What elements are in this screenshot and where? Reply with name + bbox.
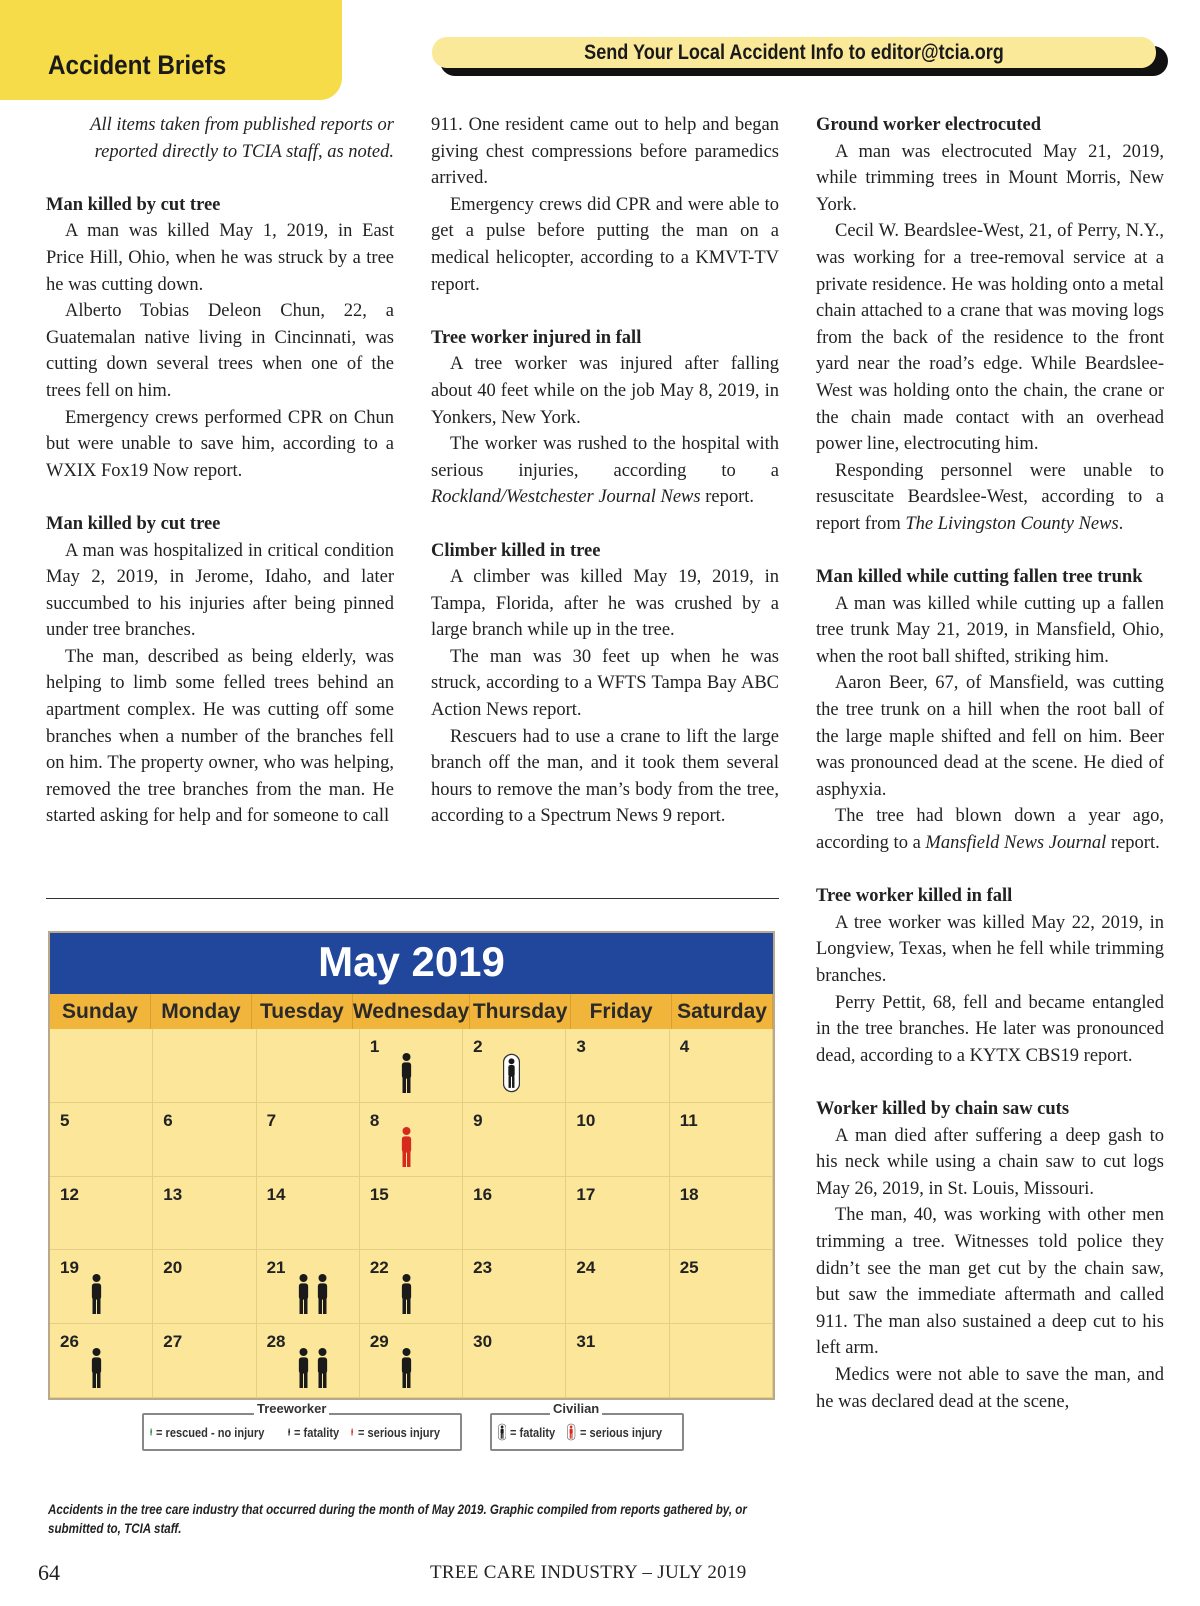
fatality-person-icon bbox=[297, 1274, 310, 1319]
page-number: 64 bbox=[38, 1560, 60, 1585]
weekday-label: Wednesday bbox=[353, 994, 470, 1029]
calendar-day-cell bbox=[257, 1029, 360, 1103]
fatality-person-icon bbox=[316, 1348, 329, 1393]
calendar-day-cell bbox=[463, 1250, 566, 1324]
article-title: Tree worker killed in fall bbox=[816, 886, 1013, 907]
calendar-day-cell bbox=[153, 1029, 256, 1103]
calendar-day-cell bbox=[50, 1324, 153, 1398]
article-paragraph: Rescuers had to use a crane to lift the large branch off the man, and it took them several hours to remove the man’s body from the tree, according to a Spectrum News 9 report. bbox=[431, 726, 779, 827]
day-number: 1 bbox=[369, 1037, 380, 1056]
column-1 bbox=[46, 112, 394, 830]
section-title: Accident Briefs bbox=[48, 50, 227, 80]
day-number: 9 bbox=[473, 1110, 483, 1130]
calendar-grid bbox=[50, 1029, 773, 1398]
calendar-day-cell bbox=[50, 1177, 153, 1251]
day-number: 30 bbox=[473, 1332, 493, 1352]
legend-civilian bbox=[490, 1401, 684, 1451]
fatality-person-icon bbox=[90, 1348, 103, 1393]
fatality-person-icon bbox=[400, 1053, 413, 1098]
day-number: 21 bbox=[266, 1258, 286, 1278]
calendar-day-cell bbox=[257, 1103, 360, 1177]
calendar-day-cell bbox=[360, 1250, 463, 1324]
calendar-day-cell bbox=[50, 1103, 153, 1177]
fatality-person-icon bbox=[400, 1274, 413, 1319]
calendar-day-cell bbox=[670, 1324, 773, 1398]
calendar-day-cell bbox=[463, 1177, 566, 1251]
article-paragraph: Cecil W. Beardslee-West, 21, of Perry, N.Y., was working for a tree-removal service at a private residence. He was holding onto a metal chain attached to a crane that was moving logs from the back of the residence to the front yard near the road’s edge. While Beardslee-West was holding onto the chain, the crane or the chain made contact with an overhead power line, electrocuting him. bbox=[816, 221, 1164, 455]
publication-name: Rockland/Westchester Journal News bbox=[431, 487, 701, 508]
day-number: 7 bbox=[266, 1110, 277, 1130]
day-number: 17 bbox=[576, 1184, 596, 1204]
calendar-day-cell bbox=[257, 1324, 360, 1398]
day-number: 22 bbox=[369, 1258, 389, 1278]
calendar-day-cell bbox=[257, 1177, 360, 1251]
day-number: 23 bbox=[473, 1258, 493, 1278]
weekday-label: Sunday bbox=[50, 994, 151, 1029]
publication-footer: TREE CARE INDUSTRY – JULY 2019 bbox=[430, 1562, 747, 1583]
text-span: The tree had blown down a year ago, according to a bbox=[816, 806, 1164, 854]
article-paragraph bbox=[431, 431, 779, 511]
text-span: report. bbox=[1110, 833, 1160, 854]
day-number: 31 bbox=[576, 1332, 596, 1352]
banner-text: Send Your Local Accident Info to editor@tcia.org bbox=[584, 41, 1004, 64]
calendar-day-cell bbox=[360, 1103, 463, 1177]
legend-label: = rescued - no injury bbox=[156, 1424, 265, 1440]
weekday-label: Friday bbox=[571, 994, 672, 1029]
rescued-person-icon bbox=[150, 1412, 152, 1452]
figure-caption bbox=[48, 1500, 778, 1538]
day-number: 16 bbox=[473, 1184, 493, 1204]
incident-figures bbox=[90, 1348, 103, 1393]
calendar-day-cell bbox=[463, 1029, 566, 1103]
submit-banner bbox=[432, 37, 1156, 68]
day-number: 20 bbox=[163, 1258, 183, 1278]
section-tab bbox=[0, 0, 342, 100]
accident-calendar bbox=[48, 931, 775, 1400]
article-title: Man killed by cut tree bbox=[46, 194, 221, 215]
calendar-day-cell bbox=[463, 1324, 566, 1398]
calendar-day-cell bbox=[670, 1103, 773, 1177]
incident-figures bbox=[400, 1274, 413, 1319]
article-paragraph: Aaron Beer, 67, of Mansfield, was cutting the tree trunk on a hill when the root ball of the large maple shifted and fell on him. Beer was pronounced dead at the scene. He died of asphyxia. bbox=[816, 673, 1164, 800]
calendar-day-cell bbox=[566, 1029, 669, 1103]
day-number: 13 bbox=[163, 1184, 183, 1204]
injury-person-icon bbox=[400, 1127, 413, 1172]
column-3 bbox=[816, 112, 1164, 1415]
fatality-person-icon bbox=[90, 1274, 103, 1319]
article-paragraph: The man, 40, was working with other men trimming a tree. Witnesses told police they didn’t see the man get cut by the chain saw, but saw the immediate aftermath and called 911. The man also sustained a deep cut to his left arm. bbox=[816, 1205, 1164, 1359]
day-number: 10 bbox=[576, 1110, 596, 1130]
article-paragraph: A man was killed while cutting up a fallen tree trunk May 21, 2019, in Mansfield, Ohio, when the root ball shifted, striking him. bbox=[816, 593, 1164, 667]
calendar-day-cell bbox=[153, 1103, 256, 1177]
article-paragraph: Medics were not able to save the man, and he was declared dead at the scene, bbox=[816, 1364, 1164, 1412]
legend-treeworker bbox=[142, 1401, 462, 1451]
article-paragraph: Emergency crews did CPR and were able to get a pulse before putting the man on a medical helicopter, according to a KMVT-TV report. bbox=[431, 194, 779, 295]
day-number: 29 bbox=[369, 1332, 389, 1352]
day-number: 24 bbox=[576, 1258, 596, 1278]
day-number: 12 bbox=[60, 1184, 79, 1204]
calendar-day-cell bbox=[360, 1029, 463, 1103]
calendar-day-cell bbox=[153, 1324, 256, 1398]
article-paragraph: Alberto Tobias Deleon Chun, 22, a Guatemalan native living in Cincinnati, was cutting down several trees when one of the trees fell on him. bbox=[46, 301, 394, 401]
article-paragraph: A man died after suffering a deep gash to his neck while using a chain saw to cut logs May 26, 2019, in St. Louis, Missouri. bbox=[816, 1125, 1164, 1199]
article-title: Tree worker injured in fall bbox=[431, 327, 642, 348]
article-title: Worker killed by chain saw cuts bbox=[816, 1098, 1070, 1119]
incident-figures bbox=[503, 1053, 520, 1098]
day-number: 26 bbox=[60, 1332, 79, 1352]
day-number: 4 bbox=[679, 1037, 690, 1056]
day-number: 27 bbox=[163, 1332, 183, 1352]
civilian-fatality-icon bbox=[503, 1053, 520, 1098]
day-number: 6 bbox=[163, 1110, 173, 1130]
article-paragraph: A tree worker was killed May 22, 2019, in Longview, Texas, when he fell while trimming branches. bbox=[816, 912, 1164, 986]
incident-figures bbox=[90, 1274, 103, 1319]
day-number: 15 bbox=[369, 1184, 389, 1204]
day-number: 5 bbox=[60, 1110, 70, 1130]
article-paragraph: A climber was killed May 19, 2019, in Tampa, Florida, after he was crushed by a large branch while up in the tree. bbox=[431, 567, 779, 641]
calendar-day-cell bbox=[670, 1250, 773, 1324]
weekday-label: Tuesday bbox=[252, 994, 353, 1029]
legend-label: = fatality bbox=[294, 1424, 340, 1440]
day-number: 19 bbox=[60, 1258, 79, 1278]
article-paragraph: 911. One resident came out to help and began giving chest compressions before paramedics arrived. bbox=[431, 115, 779, 189]
legend-label: = serious injury bbox=[579, 1424, 662, 1440]
text-span: The worker was rushed to the hospital with serious injuries, according to a bbox=[431, 434, 779, 481]
calendar-day-cell bbox=[566, 1103, 669, 1177]
calendar-day-cell bbox=[153, 1177, 256, 1251]
article-paragraph: Perry Pettit, 68, fell and became entangled in the tree branches. He later was pronounced dead, according to a KYTX CBS19 report. bbox=[816, 992, 1164, 1066]
calendar-day-cell bbox=[566, 1177, 669, 1251]
intro-note: All items taken from published reports or reported directly to TCIA staff, as noted. bbox=[90, 115, 394, 162]
injury-person-icon bbox=[351, 1412, 353, 1452]
calendar-day-cell bbox=[257, 1250, 360, 1324]
incident-figures bbox=[400, 1053, 413, 1098]
calendar-day-cell bbox=[566, 1250, 669, 1324]
fatality-person-icon bbox=[288, 1412, 290, 1452]
fatality-person-icon bbox=[297, 1348, 310, 1393]
incident-figures bbox=[400, 1348, 413, 1393]
article-title: Climber killed in tree bbox=[431, 540, 601, 561]
incident-figures bbox=[297, 1348, 329, 1393]
divider bbox=[46, 898, 779, 899]
article-paragraph bbox=[816, 803, 1164, 856]
day-number: 3 bbox=[576, 1037, 586, 1056]
article-paragraph bbox=[816, 458, 1164, 538]
legend-label: = fatality bbox=[510, 1424, 556, 1440]
calendar-day-cell bbox=[50, 1250, 153, 1324]
calendar-day-cell bbox=[670, 1029, 773, 1103]
legend-label: = serious injury bbox=[357, 1424, 440, 1440]
fatality-person-icon bbox=[316, 1274, 329, 1319]
weekday-label: Thursday bbox=[470, 994, 571, 1029]
day-number: 8 bbox=[369, 1110, 380, 1130]
day-number: 2 bbox=[473, 1037, 483, 1056]
fatality-person-icon bbox=[400, 1348, 413, 1393]
civilian-injury-icon bbox=[567, 1417, 575, 1447]
incident-figures bbox=[297, 1274, 329, 1319]
text-span: report. bbox=[705, 487, 755, 508]
calendar-day-cell bbox=[566, 1324, 669, 1398]
text-span: Responding personnel were unable to resuscitate Beardslee-West, according to a report from bbox=[816, 460, 1164, 534]
weekday-label: Saturday bbox=[672, 994, 773, 1029]
calendar-day-cell bbox=[360, 1177, 463, 1251]
day-number: 18 bbox=[679, 1184, 699, 1204]
article-paragraph: A man was killed May 1, 2019, in East Price Hill, Ohio, when he was struck by a tree he was cutting down. bbox=[46, 221, 394, 295]
article-paragraph: The man was 30 feet up when he was struck, according to a WFTS Tampa Bay ABC Action News report. bbox=[431, 646, 779, 721]
publication-name: The Livingston County News bbox=[905, 513, 1119, 534]
article-paragraph: A man was hospitalized in critical condition May 2, 2019, in Jerome, Idaho, and later succumbed to his injuries after being pinned under tree branches. bbox=[46, 540, 394, 641]
legend-title: Civilian bbox=[550, 1401, 602, 1416]
calendar-day-cell bbox=[670, 1177, 773, 1251]
civilian-fatality-icon bbox=[498, 1417, 506, 1447]
calendar-day-cell bbox=[463, 1103, 566, 1177]
calendar-title: May 2019 bbox=[50, 933, 773, 994]
calendar-day-cell bbox=[50, 1029, 153, 1103]
article-title: Man killed by cut tree bbox=[46, 513, 221, 534]
calendar-day-cell bbox=[153, 1250, 256, 1324]
publication-name: Mansfield News Journal bbox=[925, 833, 1107, 854]
article-paragraph: Emergency crews performed CPR on Chun but were unable to save him, according to a WXIX Fox19 Now report. bbox=[46, 407, 394, 481]
day-number: 11 bbox=[679, 1110, 698, 1130]
article-paragraph: A tree worker was injured after falling about 40 feet while on the job May 8, 2019, in Yonkers, New York. bbox=[431, 354, 779, 428]
article-title: Ground worker electrocuted bbox=[816, 115, 1042, 135]
day-number: 25 bbox=[679, 1258, 699, 1278]
column-2 bbox=[431, 112, 779, 830]
article-title: Man killed while cutting fallen tree trunk bbox=[816, 567, 1143, 588]
article-paragraph: The man, described as being elderly, was helping to limb some felled trees behind an apartment complex. He was cutting off some branches when a number of the branches fell on him. The property owner, who was helping, removed the tree branches from the man. He started asking for help and for someone to call bbox=[46, 646, 394, 827]
weekday-label: Monday bbox=[151, 994, 252, 1029]
article-paragraph: A man was electrocuted May 21, 2019, while trimming trees in Mount Morris, New York. bbox=[816, 141, 1164, 215]
day-number: 14 bbox=[266, 1184, 286, 1204]
weekday-header bbox=[50, 994, 773, 1029]
calendar-day-cell bbox=[360, 1324, 463, 1398]
incident-figures bbox=[400, 1127, 413, 1172]
day-number: 28 bbox=[266, 1332, 286, 1352]
text-span: . bbox=[1118, 513, 1124, 534]
legend-title: Treeworker bbox=[254, 1401, 329, 1416]
caption-text: Accidents in the tree care industry that occurred during the month of May 2019. Graphic compiled from reports gathered by, or submitted to, TCIA staff. bbox=[48, 1502, 747, 1536]
